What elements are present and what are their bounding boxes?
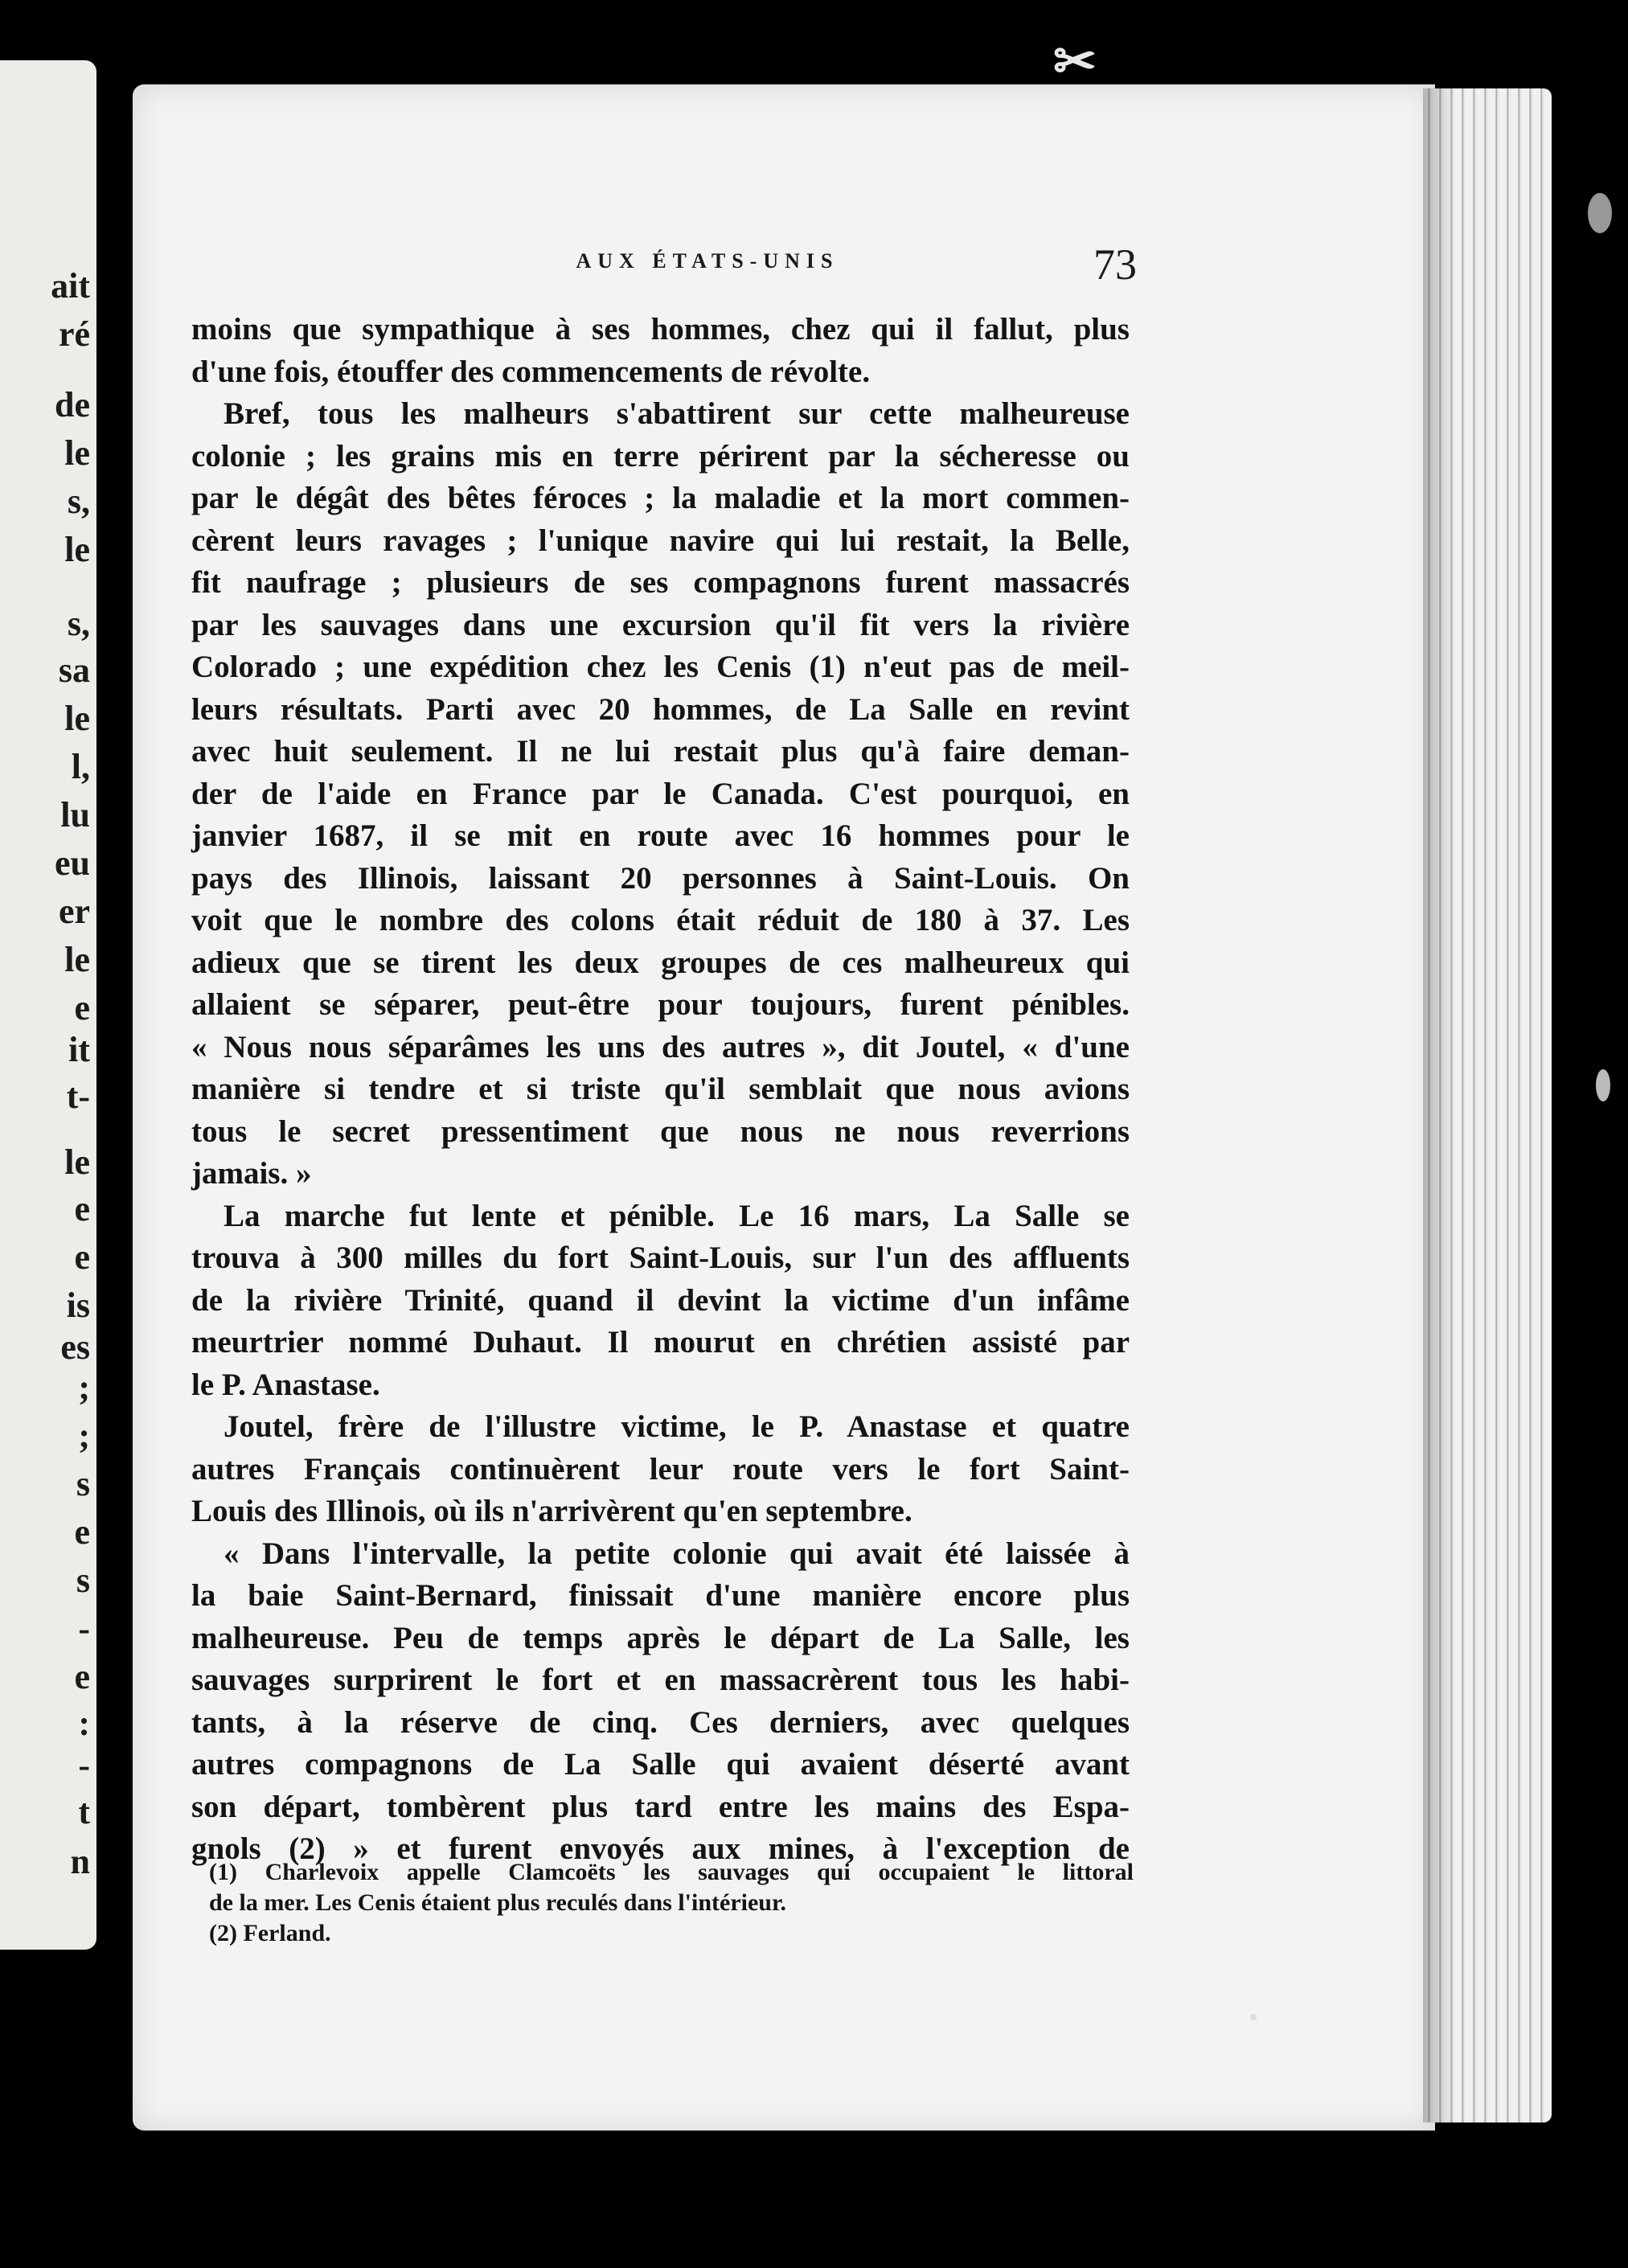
- text-line: Louis des Illinois, où ils n'arrivèrent qu'en septembre.: [191, 1494, 912, 1528]
- text-line: fit naufrage ; plusieurs de ses compagnons furent massacrés: [191, 565, 1130, 600]
- dust-speck: [1596, 1069, 1610, 1101]
- text-line: janvier 1687, il se mit en route avec 16 hommes pour le: [191, 818, 1130, 853]
- facing-page-text-fragment: t: [78, 1792, 90, 1831]
- text-line: de la rivière Trinité, quand il devint la victime d'un infâme: [191, 1282, 1130, 1318]
- text-line: autres compagnons de La Salle qui avaient déserté avant: [191, 1747, 1130, 1782]
- facing-page-text-fragment: er: [58, 892, 90, 931]
- footnote-line: (1) Charlevoix appelle Clamcoëts les sauvages qui occupaient le littoral: [209, 1859, 1134, 1885]
- text-line: sauvages surprirent le fort et en massacrèrent tous les habi-: [191, 1663, 1130, 1697]
- text-line: manière si tendre et si triste qu'il semblait que nous avions: [191, 1072, 1130, 1106]
- facing-page-text-fragment: s: [76, 1464, 90, 1503]
- facing-page-text-fragment: n: [70, 1842, 90, 1881]
- text-line: Bref, tous les malheurs s'abattirent sur cette malheureuse: [223, 396, 1130, 431]
- text-line: « Dans l'intervalle, la petite colonie qui avait été laissée à: [223, 1536, 1130, 1571]
- text-line: allaient se séparer, peut-être pour toujours, furent pénibles.: [191, 987, 1130, 1022]
- facing-page-text-fragment: s: [76, 1561, 90, 1600]
- facing-page-text-fragment: e: [74, 1189, 90, 1228]
- facing-page-text-fragment: s,: [67, 604, 90, 643]
- facing-page-text-fragment: is: [66, 1286, 90, 1325]
- footnote-line: (2) Ferland.: [209, 1920, 331, 1946]
- footnote-line: de la mer. Les Cenis étaient plus reculés dans l'intérieur.: [209, 1889, 787, 1916]
- text-line: « Nous nous séparâmes les uns des autres », dit Joutel, « d'une: [191, 1029, 1130, 1064]
- facing-page-text-fragment: e: [74, 1237, 90, 1277]
- text-line: par le dégât des bêtes féroces ; la maladie et la mort commen-: [191, 481, 1130, 515]
- footnotes: [209, 1857, 1134, 1949]
- text-line: cèrent leurs ravages ; l'unique navire qui lui restait, la Belle,: [191, 523, 1130, 558]
- facing-page-text-fragment: es: [60, 1327, 90, 1367]
- facing-page-text-fragment: ;: [78, 1368, 90, 1407]
- text-line: malheureuse. Peu de temps après le départ de La Salle, les: [191, 1620, 1130, 1655]
- text-line: jamais. »: [191, 1156, 312, 1191]
- facing-page-text-fragment: -: [78, 1745, 90, 1785]
- text-line: La marche fut lente et pénible. Le 16 mars, La Salle se: [223, 1198, 1130, 1233]
- facing-page-text-fragment: sa: [58, 650, 90, 690]
- text-line: d'une fois, étouffer des commencements de révolte.: [191, 354, 871, 389]
- facing-page-text-fragment: le: [64, 699, 90, 738]
- text-line: der de l'aide en France par le Canada. C'est pourquoi, en: [191, 776, 1130, 811]
- facing-page-text-fragment: it: [68, 1030, 90, 1069]
- text-line: gnols (2) » et furent envoyés aux mines, à l'exception de: [191, 1831, 1130, 1866]
- page-number: 73: [1093, 240, 1137, 289]
- facing-page-text-fragment: e: [74, 1657, 90, 1696]
- facing-page-text-fragment: lu: [60, 795, 90, 835]
- text-line: leurs résultats. Parti avec 20 hommes, de La Salle en revint: [191, 691, 1130, 727]
- page-stack-shadow: [1423, 88, 1455, 2122]
- text-line: avec huit seulement. Il ne lui restait plus qu'à faire deman-: [191, 734, 1130, 769]
- dust-speck: [1588, 193, 1612, 233]
- text-line: tous le secret pressentiment que nous ne nous reverrions: [191, 1113, 1130, 1149]
- facing-page-text-fragment: t-: [66, 1077, 90, 1116]
- text-line: le P. Anastase.: [191, 1367, 380, 1402]
- text-line: son départ, tombèrent plus tard entre les mains des Espa-: [191, 1789, 1130, 1824]
- running-head: AUX ÉTATS-UNIS: [576, 249, 839, 273]
- body-text: [191, 309, 1130, 1871]
- facing-page-text-fragment: de: [55, 385, 90, 424]
- text-line: pays des Illinois, laissant 20 personnes à Saint-Louis. On: [191, 860, 1130, 896]
- text-line: colonie ; les grains mis en terre périrent par la sécheresse ou: [191, 438, 1130, 474]
- facing-page-text-fragment: le: [64, 530, 90, 569]
- facing-page-text-fragment: l,: [71, 747, 90, 786]
- facing-page-text-fragment: ré: [58, 314, 90, 354]
- text-line: par les sauvages dans une excursion qu'il fit vers la rivière: [191, 607, 1130, 642]
- facing-page-text-fragment: -: [78, 1609, 90, 1648]
- facing-page-text-fragment: ait: [51, 266, 90, 306]
- facing-page-text-fragment: ;: [78, 1416, 90, 1455]
- facing-page-text-fragment: le: [64, 1142, 90, 1182]
- facing-page-text-fragment: eu: [55, 843, 90, 883]
- facing-page-text-fragment: :: [78, 1704, 90, 1743]
- text-line: Joutel, frère de l'illustre victime, le P. Anastase et quatre: [223, 1409, 1130, 1444]
- dust-speck: [1250, 2014, 1257, 2020]
- text-line: la baie Saint-Bernard, finissait d'une manière encore plus: [191, 1578, 1130, 1613]
- text-line: adieux que se tirent les deux groupes de ces malheureux qui: [191, 945, 1130, 980]
- facing-page-text-fragment: le: [64, 940, 90, 979]
- text-line: autres Français continuèrent leur route vers le fort Saint-: [191, 1451, 1130, 1487]
- facing-page-edge: [0, 60, 96, 1950]
- text-line: trouva à 300 milles du fort Saint-Louis, sur l'un des affluents: [191, 1241, 1130, 1275]
- facing-page-text-fragment: s,: [67, 482, 90, 521]
- facing-page-text-fragment: e: [74, 1512, 90, 1552]
- facing-page-text-fragment: le: [64, 433, 90, 473]
- text-line: voit que le nombre des colons était réduit de 180 à 37. Les: [191, 903, 1130, 937]
- text-line: meurtrier nommé Duhaut. Il mourut en chrétien assisté par: [191, 1325, 1130, 1360]
- text-line: tants, à la réserve de cinq. Ces derniers, avec quelques: [191, 1704, 1130, 1740]
- facing-page-text-fragment: e: [74, 988, 90, 1027]
- binding-clip-mark: ✂: [1053, 33, 1097, 90]
- text-line: moins que sympathique à ses hommes, chez qui il fallut, plus: [191, 312, 1130, 347]
- text-line: Colorado ; une expédition chez les Cenis (1) n'eut pas de meil-: [191, 650, 1130, 684]
